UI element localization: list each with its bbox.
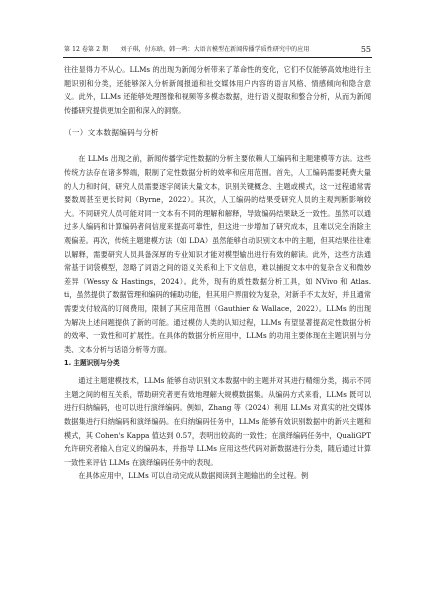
page-number: 55 (360, 45, 371, 54)
body-paragraph: 往往显得力不从心。LLMs 的出现为新闻分析带来了革命性的变化，它们不仅能够高效地进行主题识别和分类，还能够深入分析新闻报道和社交媒体用户内容的语言风格、情感倾向和隐含意义。此外，LLMs 还能够处理图像和视频等多模态数据，进行语义提取和整合分析，从而为新闻传播研究提供更加全面和深入的洞察。 (64, 65, 371, 115)
section-heading: （一）文本数据编码与分析 (64, 128, 159, 138)
body-paragraph: 在具体应用中，LLMs 可以自动完成从数据阅读到主题输出的全过程。例 (78, 471, 309, 481)
running-header: 第 12 卷第 2 期 刘子琪，付东晗，韩一鸣：大语言模型在新闻传播学质性研究中的应用 (64, 46, 310, 53)
body-paragraph: 在 LLMs 出现之前，新闻传播学定性数据的分析主要依赖人工编码和主题建模等方法。这些传统方法存在诸多弊端，限制了定性数据分析的效率和应用范围。首先，人工编码需要耗费大量的人力和时间，研究人员需要逐字阅读大量文本，识别关键概念、主题或模式，这一过程通常需要数周甚至更长时间（Byrne，2022）。其次，人工编码的结果受研究人员的主观判断影响较大。不同研究人员可能对同一文本有不同的理解和解释，导致编码结果缺乏一致性。虽然可以通过多人编码和计算编码者间信度来提高可靠性，但这进一步增加了研究成本，且难以完全消除主观偏差。再次，传统主题建模方法（如 LDA）虽然能够自动识别文本中的主题，但其结果往往难以解释，需要研究人员具备深厚的专业知识才能对模型输出进行有效的解读。此外，这些方法通常基于词袋模型，忽略了词语之间的语义关系和上下文信息，难以捕捉文本中的复杂含义和微妙差异（Wessy & Hastings，2024）。此外，现有的质性数据分析工具，如 NVivo 和 Atlas. ti，虽然提供了数据管理和编码的辅助功能，但其用户界面较为复杂，对新手不太友好，并且通常需要支付较高的订阅费用，限制了其应用范围（Gauthier & Wallace，2022）。LLMs 的出现为解决上述问题提供了新的可能。通过模仿人类的认知过程，LLMs 有望显著提高定性数据分析的效率、一致性和可扩展性。在具体的数据分析应用中，LLMs 的功用主要体现在主题识别与分类、文本分析与话语分析等方面。 (64, 154, 371, 354)
body-paragraph: 通过主题建模技术，LLMs 能够自动识别文本数据中的主题并对其进行精细分类，揭示不同主题之间的相互关系，帮助研究者更有效地理解大规模数据集。从编码方式来看，LLMs 既可以进行归纳编码，也可以进行演绎编码。例如，Zhang 等（2024）利用 LLMs 对真实的社交媒体数据集进行归纳编码和演绎编码。在归纳编码任务中，LLMs 能够有效识别数据中的新兴主题和模式，其 Cohen's Kappa 值达到 0.57，表明出较高的一致性；在演绎编码任务中，QualiGPT 允许研究者输入自定义的编码本，并指导 LLMs 应用这些代码对新数据进行分类，随后通过计算一致性来评估 LLMs 在演绎编码任务中的表现。 (64, 376, 371, 467)
subsection-heading: 1. 主题识别与分类 (64, 359, 120, 368)
article-body (64, 63, 371, 483)
header-rule (63, 57, 372, 58)
